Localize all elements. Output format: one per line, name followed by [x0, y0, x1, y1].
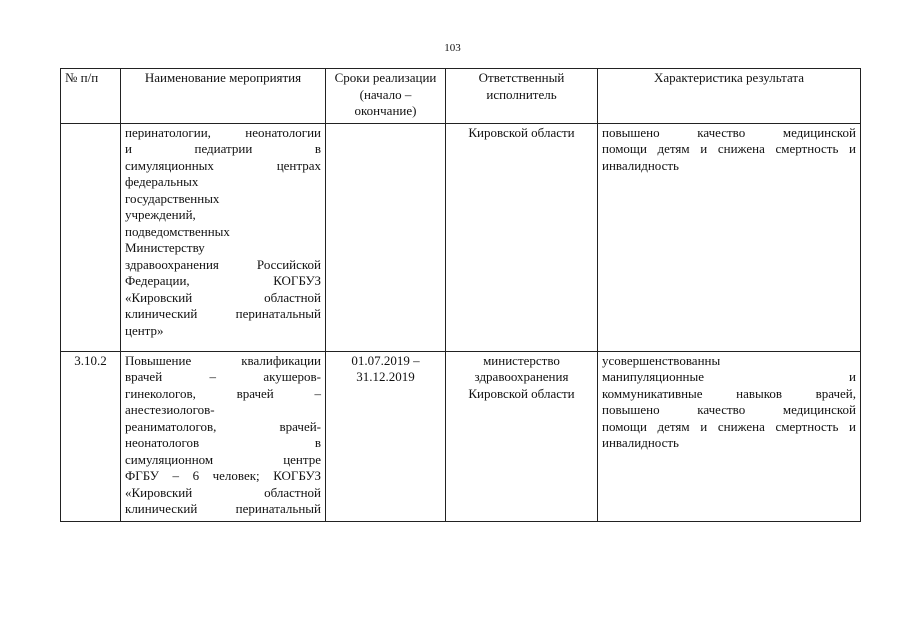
text-line: перинатологии, неонатологии	[125, 124, 321, 140]
text-line: коммуникативные навыков врачей,	[602, 385, 856, 401]
text-line: манипуляционные и	[602, 369, 856, 384]
text-line: «Кировский областной	[125, 484, 321, 500]
header-result: Характеристика результата	[598, 69, 861, 124]
text-line: повышено качество медицинской	[602, 402, 856, 417]
row-result	[598, 351, 861, 521]
text-line: анестезиологов-	[125, 402, 215, 417]
text-line: «Кировский областной	[125, 289, 321, 305]
text-line: и педиатрии в	[125, 141, 321, 156]
text-line: учреждений,	[125, 207, 196, 222]
header-measure-name: Наименование мероприятия	[121, 69, 326, 124]
text-line: симуляционных центрах	[125, 157, 321, 173]
text-line: ФГБУ – 6 человек; КОГБУЗ	[125, 468, 321, 483]
text-line: государственных	[125, 190, 220, 206]
row-number	[61, 123, 121, 351]
text-line: инвалидность	[602, 435, 679, 450]
header-executor: Ответственный исполнитель	[446, 69, 598, 124]
header-number: № п/п	[61, 69, 121, 124]
text-line: федеральных	[125, 174, 199, 189]
measures-table	[60, 68, 861, 522]
row-number: 3.10.2	[61, 351, 121, 521]
text-line: здравоохранения Российской	[125, 256, 321, 272]
text-line: Федерации, КОГБУЗ	[125, 273, 321, 288]
table-header-row	[61, 69, 861, 124]
header-period	[326, 69, 446, 124]
row-period: 01.07.2019 – 31.12.2019	[326, 351, 446, 521]
text-line: врачей – акушеров-	[125, 369, 321, 384]
header-period-label: Сроки реализации (начало – окончание)	[334, 70, 437, 118]
text-line: помощи детям и снижена смертность и	[602, 418, 856, 434]
text-line: усовершенствованны	[602, 352, 721, 368]
table-row	[61, 351, 861, 521]
row-period	[326, 123, 446, 351]
text-line: клинический перинатальный	[125, 501, 321, 516]
text-line: помощи детям и снижена смертность и	[602, 141, 856, 156]
text-line: Повышение квалификации	[125, 352, 321, 368]
text-line: неонатологов в	[125, 435, 321, 450]
text-line: реаниматологов, врачей-	[125, 418, 321, 434]
text-line: симуляционном центре	[125, 451, 321, 467]
text-line: клинический перинатальный	[125, 306, 321, 321]
text-line: центр»	[125, 322, 164, 338]
text-line: повышено качество медицинской	[602, 124, 856, 140]
text-line: Министерству	[125, 240, 205, 255]
row-measure-name	[121, 123, 326, 351]
text-line: инвалидность	[602, 157, 679, 173]
table-row	[61, 123, 861, 351]
text-line: гинекологов, врачей –	[125, 385, 321, 401]
page-number: 103	[444, 42, 461, 54]
text-line: подведомственных	[125, 223, 230, 239]
row-result	[598, 123, 861, 351]
row-executor: министерство здравоохранения Кировской области	[446, 351, 598, 521]
row-measure-name	[121, 351, 326, 521]
row-executor: Кировской области	[446, 123, 598, 351]
